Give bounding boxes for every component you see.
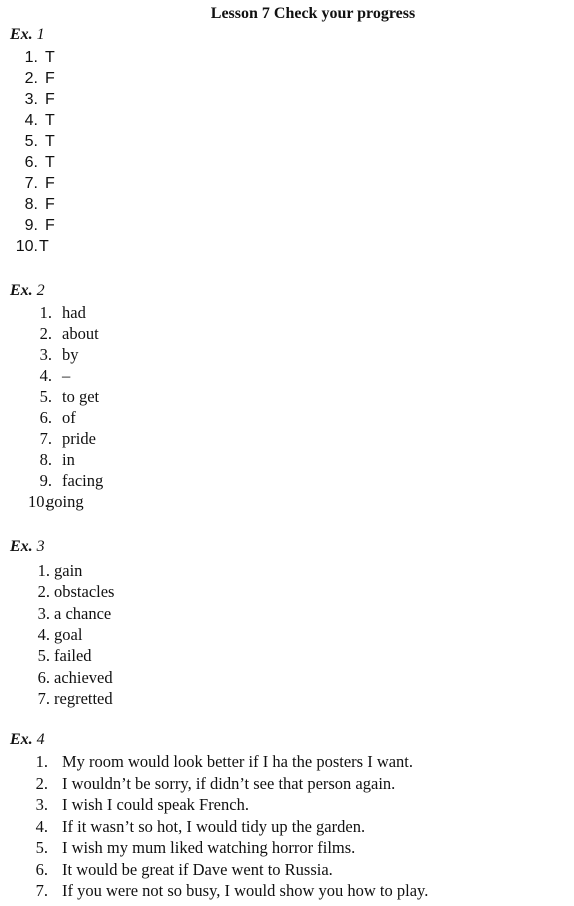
list-item: 7. If you were not so busy, I would show you how to play. <box>35 881 429 900</box>
exercise-1-heading: Ex. 1 <box>10 26 45 43</box>
list-item: 3. by <box>39 345 79 364</box>
exercise-3-heading: Ex. 3 <box>10 538 45 555</box>
list-item: 1. My room would look better if I ha the posters I want. <box>35 752 414 771</box>
list-item: 5. failed <box>37 646 92 666</box>
list-item: 7. regretted <box>37 688 113 708</box>
list-item: 9. F <box>24 217 55 234</box>
list-item: 2. about <box>39 324 99 343</box>
list-item: 8. in <box>39 450 75 469</box>
list-item: 9. facing <box>39 471 104 490</box>
list-item: 5. I wish my mum liked watching horror films. <box>35 838 356 857</box>
list-item: 1. had <box>39 303 86 322</box>
list-item: 4. T <box>24 112 55 129</box>
list-item: 6. achieved <box>37 667 113 687</box>
list-item: 6. T <box>24 154 55 171</box>
list-item: 3. a chance <box>37 603 112 623</box>
list-item: 5. to get <box>39 387 100 406</box>
list-item: 7. F <box>24 175 55 192</box>
page-title: Lesson 7 Check your progress <box>210 5 416 22</box>
list-item: 4. If it wasn’t so hot, I would tidy up the garden. <box>35 816 366 836</box>
list-item: 1. T <box>24 49 55 66</box>
list-item: 6. of <box>39 408 76 427</box>
list-item: 10.T <box>15 238 49 255</box>
exercise-2-heading: Ex. 2 <box>10 282 45 299</box>
list-item: 7. pride <box>39 429 96 448</box>
list-item: 2. I wouldn’t be sorry, if didn’t see that person again. <box>35 773 396 793</box>
list-item: 8. F <box>24 196 55 213</box>
list-item: 6. It would be great if Dave went to Russia. <box>35 859 333 879</box>
list-item: 2. obstacles <box>37 582 115 602</box>
list-item: 3. I wish I could speak French. <box>35 795 249 814</box>
list-item: 4. goal <box>37 624 83 644</box>
list-item: 4. – <box>39 366 71 385</box>
list-item: 5. T <box>24 133 55 150</box>
list-item: 2. F <box>24 70 55 87</box>
exercise-4-heading: Ex. 4 <box>10 731 45 748</box>
list-item: 3. F <box>24 91 55 108</box>
list-item: 10.going <box>28 492 84 511</box>
list-item: 1. gain <box>37 561 83 580</box>
